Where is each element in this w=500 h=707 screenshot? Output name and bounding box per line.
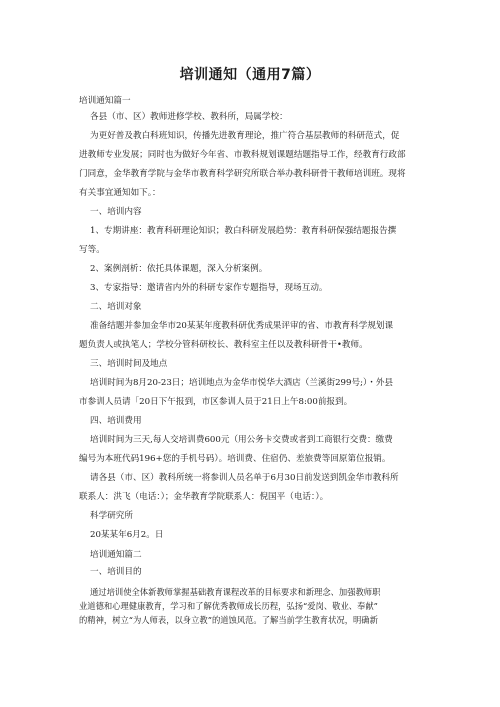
paragraph-line: 培训时间为8月20-23日；培训地点为金华市悦华大酒店（兰溪街299号;）・外县 [90, 378, 394, 388]
document-title: 培训通知（通用7篇） [179, 67, 321, 83]
paragraph-line: 为更好普及教白科班知识，传播先进教育理论，推广符合基层教师的科研范式，促 [90, 131, 400, 141]
paragraph-line: 编号为本班代码196+您的手机号码）。培训费、住宿仍、差旅费等回原第位报销。 [79, 454, 391, 464]
paragraph-line: 请各县（市、区）教科所统一将参训人员名单于6月30日前发送到凯金华市教科所 [90, 473, 399, 483]
signature-org: 科学研究所 [90, 511, 133, 521]
subheading: 四、培训费用 [90, 416, 142, 426]
paragraph-line: 进教师专业发展；同时也为做好今年省、市教科规划课题结题指导工作，经教育行政部 [79, 150, 406, 160]
paragraph-line: 有关事宜通知如下。： [79, 188, 161, 198]
paragraph-line: 的精神，树立“为人师表，以身立教”的道蚀风范。了解当前学生教育状况，明确新 [79, 615, 378, 625]
paragraph-line: 写等。 [79, 245, 105, 255]
salutation: 各县（市、区）教师进修学校、教科所，局属学校： [90, 112, 288, 122]
paragraph-line: 门同意，金华教育学院与金华市教育科学研究所联合举办教科研骨干教师培训班。现将 [79, 169, 406, 179]
subheading: 一、培训目的 [90, 567, 142, 577]
paragraph-line: 业道德和心理健康教育，学习和了解优秀教师成长历程，弘扬“爱岗、敬业、奉献” [79, 601, 378, 611]
paragraph-line: 通过培训使全体新教师掌握基础教育课程改革的目标要求和新理念、加强教师职 [90, 587, 381, 597]
paragraph-line: 3、专家指导：邀请省内外的科研专家作专题指导，现场互动。 [90, 283, 328, 293]
section-heading-1: 培训通知篇一 [79, 96, 131, 106]
paragraph-line: 准备结题并参加金华市20某某年度教科研优秀成果评审的省、市教育科学规划课 [90, 321, 394, 331]
paragraph-line: 市参训人员请「20日下午报到，市区参训人员于21日上午8:00前报到。 [79, 397, 353, 407]
paragraph-line: 联系人：洪飞（电话：）；金华教育学院联系人：倪国平（电话：）。 [79, 492, 329, 502]
signature-date: 20某某年6月2。日 [90, 530, 164, 540]
subheading: 二、培训对象 [90, 302, 142, 312]
section-heading-2: 培训通知篇二 [90, 550, 142, 560]
paragraph-line: 培训时间为三天,每人交培训费600元（用公务卡交费或者到工商银行交费：缴费 [90, 435, 393, 445]
subheading: 一、培训内容 [90, 207, 142, 217]
paragraph-line: 2、案例剖析：依托具体课题，深入分析案例。 [90, 264, 268, 274]
subheading: 三、培训时间及地点 [90, 359, 168, 369]
paragraph-line: 1、专期讲座：教育科研理论知识；教白科研发展趋势：教育科研保强结题报告撰 [90, 226, 397, 236]
paragraph-line: 题负责人或执笔人；学校分管科研校长、教科室主任以及教科研骨干•教师。 [79, 340, 368, 350]
